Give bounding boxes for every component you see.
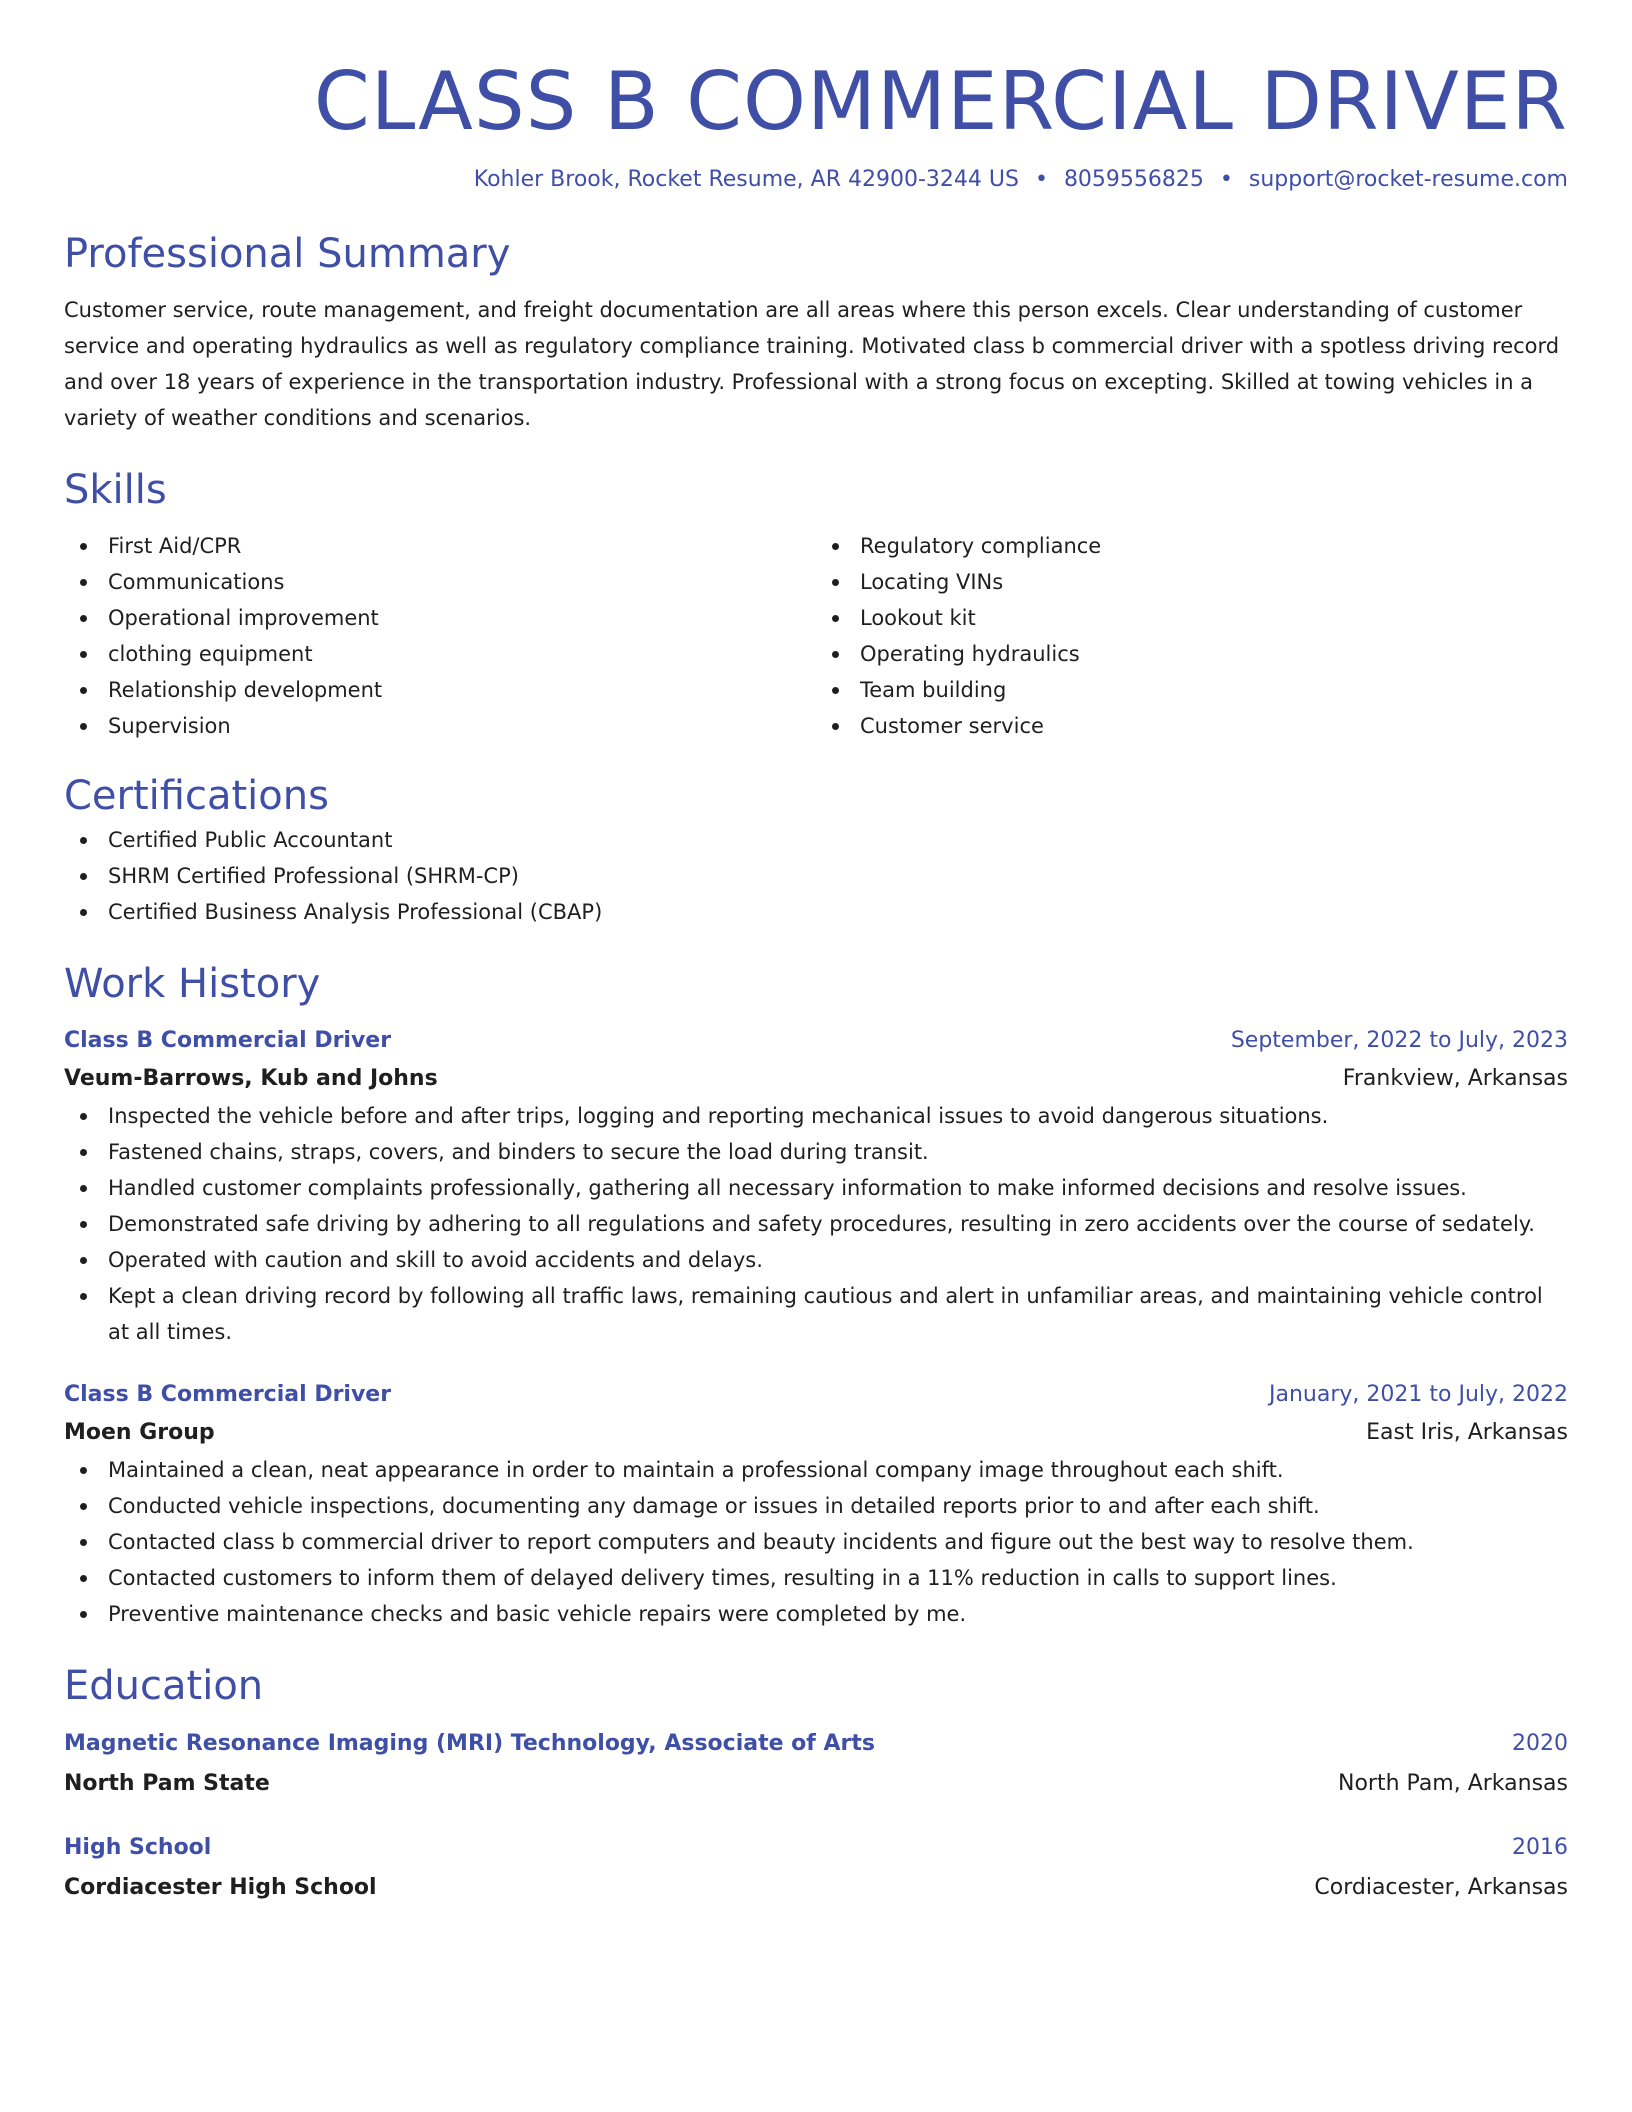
education-section bbox=[64, 1660, 1568, 1908]
certifications-section bbox=[64, 770, 1568, 930]
certifications-list bbox=[64, 822, 1568, 930]
job-role: Class B Commercial Driver bbox=[64, 1382, 392, 1407]
contact-email: support@rocket-resume.com bbox=[1248, 167, 1568, 192]
job-company: Moen Group bbox=[64, 1420, 215, 1445]
skill-item: First Aid/CPR bbox=[64, 528, 816, 564]
job-entry bbox=[64, 1022, 1568, 1350]
job-location: Frankview, Arkansas bbox=[1342, 1066, 1568, 1091]
job-duty: Demonstrated safe driving by adhering to all regulations and safety procedures, resulting in zero accidents over the course of sedately. bbox=[64, 1206, 1568, 1242]
job-duties-list bbox=[64, 1452, 1568, 1632]
job-duty: Contacted class b commercial driver to report computers and beauty incidents and figure out the best way to resolve them. bbox=[64, 1524, 1568, 1560]
skills-grid bbox=[64, 528, 1568, 744]
job-duty: Fastened chains, straps, covers, and binders to secure the load during transit. bbox=[64, 1134, 1568, 1170]
skills-section bbox=[64, 464, 1568, 744]
candidate-name: CLASS B COMMERCIAL DRIVER bbox=[313, 55, 1568, 148]
work-history-title: Work History bbox=[64, 961, 321, 1007]
education-year: 2020 bbox=[1512, 1731, 1568, 1756]
skill-item: Team building bbox=[816, 672, 1568, 708]
job-company: Veum-Barrows, Kub and Johns bbox=[64, 1066, 438, 1091]
summary-text: Customer service, route management, and freight documentation are all areas where this person excels. Clear understanding of customer service and operating hydraulics as well as regulatory compliance training. Motivated class b commercial driver with a spotless driving record and over 18 years of experience in the transportation industry. Professional with a strong focus on excepting. Skilled at towing vehicles in a variety of weather conditions and scenarios. bbox=[64, 298, 1560, 430]
certification-item: Certified Public Accountant bbox=[64, 822, 1568, 858]
skill-item: Communications bbox=[64, 564, 816, 600]
contact-separator: • bbox=[1034, 167, 1048, 192]
skill-item: Locating VINs bbox=[816, 564, 1568, 600]
job-dates: January, 2021 to July, 2022 bbox=[1269, 1382, 1568, 1407]
summary-title: Professional Summary bbox=[64, 231, 511, 277]
job-duty: Handled customer complaints professionally, gathering all necessary information to make informed decisions and resolve issues. bbox=[64, 1170, 1568, 1206]
skill-item: clothing equipment bbox=[64, 636, 816, 672]
job-duty: Conducted vehicle inspections, documenting any damage or issues in detailed reports prior to and after each shift. bbox=[64, 1488, 1568, 1524]
job-duty: Kept a clean driving record by following all traffic laws, remaining cautious and alert in unfamiliar areas, and maintaining vehicle control at all times. bbox=[64, 1278, 1568, 1350]
skills-left-column bbox=[64, 528, 816, 744]
education-degree: Magnetic Resonance Imaging (MRI) Technology, Associate of Arts bbox=[64, 1731, 876, 1756]
summary-section bbox=[64, 228, 1568, 436]
skill-item: Lookout kit bbox=[816, 600, 1568, 636]
contact-address: Kohler Brook, Rocket Resume, AR 42900-3244 US bbox=[473, 167, 1019, 192]
job-duty: Contacted customers to inform them of delayed delivery times, resulting in a 11% reduction in calls to support lines. bbox=[64, 1560, 1568, 1596]
education-degree: High School bbox=[64, 1835, 212, 1860]
work-history-section bbox=[64, 958, 1568, 1632]
contact-separator: • bbox=[1219, 167, 1233, 192]
contact-phone: 8059556825 bbox=[1063, 167, 1204, 192]
skill-item: Operational improvement bbox=[64, 600, 816, 636]
education-location: North Pam, Arkansas bbox=[1338, 1771, 1568, 1796]
contact-line bbox=[64, 164, 1568, 196]
job-entry bbox=[64, 1376, 1568, 1632]
education-school-row bbox=[64, 1868, 1568, 1908]
job-dates: September, 2022 to July, 2023 bbox=[1230, 1028, 1568, 1053]
education-location: Cordiacester, Arkansas bbox=[1314, 1875, 1568, 1900]
job-header-row bbox=[64, 1022, 1568, 1060]
job-role: Class B Commercial Driver bbox=[64, 1028, 392, 1053]
education-school: North Pam State bbox=[64, 1771, 270, 1796]
certification-item: Certified Business Analysis Professional (CBAP) bbox=[64, 894, 1568, 930]
education-school-row bbox=[64, 1764, 1568, 1804]
skills-right-column bbox=[816, 528, 1568, 744]
skill-item: Relationship development bbox=[64, 672, 816, 708]
job-duty: Operated with caution and skill to avoid accidents and delays. bbox=[64, 1242, 1568, 1278]
job-duty: Preventive maintenance checks and basic vehicle repairs were completed by me. bbox=[64, 1596, 1568, 1632]
certifications-title: Certifications bbox=[64, 773, 329, 819]
education-school: Cordiacester High School bbox=[64, 1875, 377, 1900]
resume-header bbox=[64, 52, 1568, 196]
job-location: East Iris, Arkansas bbox=[1366, 1420, 1568, 1445]
education-header-row bbox=[64, 1828, 1568, 1868]
job-company-row bbox=[64, 1060, 1568, 1098]
job-duties-list bbox=[64, 1098, 1568, 1350]
skills-title: Skills bbox=[64, 467, 167, 513]
skill-item: Operating hydraulics bbox=[816, 636, 1568, 672]
education-entry bbox=[64, 1828, 1568, 1908]
job-duty: Inspected the vehicle before and after trips, logging and reporting mechanical issues to avoid dangerous situations. bbox=[64, 1098, 1568, 1134]
skill-item: Supervision bbox=[64, 708, 816, 744]
certification-item: SHRM Certified Professional (SHRM-CP) bbox=[64, 858, 1568, 894]
job-company-row bbox=[64, 1414, 1568, 1452]
education-year: 2016 bbox=[1512, 1835, 1568, 1860]
education-entry bbox=[64, 1724, 1568, 1804]
skill-item: Regulatory compliance bbox=[816, 528, 1568, 564]
education-title: Education bbox=[64, 1663, 264, 1709]
job-duty: Maintained a clean, neat appearance in order to maintain a professional company image throughout each shift. bbox=[64, 1452, 1568, 1488]
skill-item: Customer service bbox=[816, 708, 1568, 744]
job-header-row bbox=[64, 1376, 1568, 1414]
education-header-row bbox=[64, 1724, 1568, 1764]
